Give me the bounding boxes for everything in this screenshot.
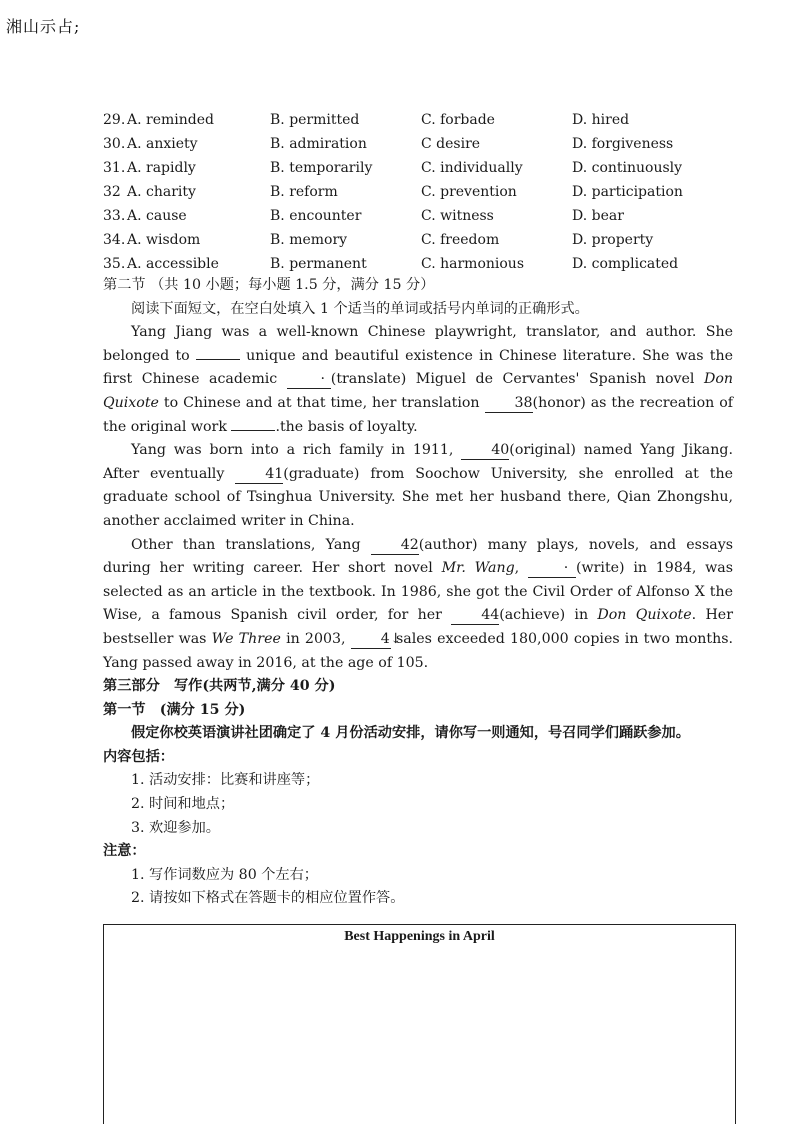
passage-text: (honor) as the recreation of the original work <box>103 394 733 435</box>
option-d: D. continuously <box>572 160 683 176</box>
question-number: 33. <box>103 208 126 224</box>
passage-text: (author) many plays, novels, and essays during her writing career. Her short novel <box>103 536 733 577</box>
passage-text: . Her bestseller was <box>103 607 733 647</box>
option-a: A. reminded <box>127 112 214 128</box>
option-b: B. temporarily <box>270 160 373 176</box>
option-c: C. witness <box>421 208 494 224</box>
mc-row-34 <box>103 229 703 253</box>
passage-text: .the basis of loyalty. <box>275 418 418 435</box>
book-title: Mr. Wang <box>441 560 515 577</box>
note-label: 注意： <box>103 843 146 860</box>
option-d: D. complicated <box>572 256 679 272</box>
mc-row-31 <box>103 157 703 181</box>
blank-43: · <box>528 559 576 578</box>
question-number: 35. <box>103 256 126 272</box>
passage-text: sales exceeded 180,000 copies in two months. Yang passed away in 2016, at the age of 105. <box>103 630 734 671</box>
option-d: D. forgiveness <box>572 136 674 152</box>
option-b: B. permitted <box>270 112 360 128</box>
mc-row-29 <box>103 109 703 133</box>
passage-paragraph-2 <box>103 439 733 533</box>
option-c: C. individually <box>421 160 523 176</box>
option-c: C. forbade <box>421 112 495 128</box>
option-c: C. freedom <box>421 232 500 248</box>
passage-text: Yang was born into a rich family in 1911, <box>131 442 454 459</box>
question-number: 29. <box>103 112 126 128</box>
option-b: B. memory <box>270 232 348 248</box>
option-c: C desire <box>421 136 481 152</box>
passage-text: unique and beautiful existence in Chinese literature. She was the first Chinese academic <box>103 347 733 388</box>
question-number: 30. <box>103 136 126 152</box>
passage-text: (translate) Miguel de Cervantes' Spanish novel <box>330 371 695 388</box>
option-a: A. wisdom <box>127 232 201 248</box>
content-label: 内容包括： <box>103 748 174 765</box>
question-number: 31. <box>103 160 126 176</box>
passage-text: (achieve) in <box>499 607 589 624</box>
mc-row-30 <box>103 133 703 157</box>
content-item: 2. 时间和地点； <box>131 796 235 813</box>
option-c: C. harmonious <box>421 256 524 272</box>
option-d: D. participation <box>572 184 683 200</box>
section-2-instruction: 阅读下面短文，在空白处填入 1 个适当的单词或括号内单词的正确形式。 <box>131 300 589 317</box>
section-2-heading: 第二节 （共 10 小题；每小题 1.5 分，满分 15 分） <box>103 277 435 293</box>
passage-paragraph-1 <box>103 321 733 439</box>
section-3-subheading: 第一节 (满分 15 分) <box>103 701 246 718</box>
option-c: C. prevention <box>421 184 517 200</box>
option-b: B. reform <box>270 184 338 200</box>
option-b: B. admiration <box>270 136 367 152</box>
answer-box-title: Best Happenings in April <box>344 929 495 944</box>
book-title: Don Quixote <box>597 607 692 624</box>
content-item: 1. 活动安排：比赛和讲座等； <box>131 772 320 789</box>
mc-row-33 <box>103 205 703 229</box>
blank-39 <box>231 430 275 431</box>
question-number: 34. <box>103 232 126 248</box>
passage-paragraph-3 <box>103 534 733 676</box>
option-d: D. bear <box>572 208 624 224</box>
note-item: 2. 请按如下格式在答题卡的相应位置作答。 <box>131 890 405 907</box>
option-a: A. cause <box>127 208 187 224</box>
option-b: B. encounter <box>270 208 362 224</box>
main-text <box>103 274 733 911</box>
passage-text: (original) named Yang Jikang. After eventually <box>103 442 733 482</box>
passage-text: , <box>514 560 520 577</box>
book-title: Don Quixote <box>103 371 734 411</box>
blank-42: 42 <box>371 536 419 555</box>
passage-text: Other than translations, Yang <box>131 536 361 553</box>
answer-box <box>103 924 736 1124</box>
multiple-choice-options <box>103 109 703 277</box>
passage-text: (write) in 1984, was selected as an article in the textbook. In 1986, she got the Civil Order of Alfonso X the Wise, a famous Spanish civil order, for her <box>103 560 734 624</box>
writing-prompt: 假定你校英语演讲社团确定了 4 月份活动安排，请你写一则通知，号召同学们踊跃参加。 <box>131 725 690 742</box>
option-d: D. property <box>572 232 654 248</box>
section-3-heading: 第三部分 写作(共两节,满分 40 分) <box>103 678 336 695</box>
blank-44: 44 <box>451 606 499 625</box>
blank-40: 40 <box>461 441 509 460</box>
option-a: A. rapidly <box>127 160 196 176</box>
blank-45: 4↓ <box>351 630 391 649</box>
content-item: 3. 欢迎参加。 <box>131 819 220 836</box>
option-d: D. hired <box>572 112 630 128</box>
option-b: B. permanent <box>270 256 367 272</box>
blank-36 <box>196 359 240 360</box>
mc-row-32 <box>103 181 703 205</box>
option-a: A. anxiety <box>127 136 198 152</box>
blank-37: · <box>287 370 331 389</box>
option-a: A. charity <box>127 184 196 200</box>
page-corner-text: 湘山示占; <box>6 17 81 36</box>
passage-text: (graduate) from Soochow University, she enrolled at the graduate school of Tsinghua University. She met her husband there, Qian Zhongshu, another acclaimed writer in China. <box>103 465 733 529</box>
blank-38: 38 <box>485 394 533 413</box>
blank-41: 41 <box>235 465 283 484</box>
option-a: A. accessible <box>127 256 219 272</box>
passage-text: to Chinese and at that time, her translation <box>163 394 480 411</box>
passage-text: in 2003, <box>286 630 346 647</box>
question-number: 32 <box>103 184 121 200</box>
book-title: We Three <box>211 630 281 647</box>
passage-text: Yang Jiang was a well-known Chinese playwright, translator, and author. She belonged to <box>103 324 733 364</box>
note-item: 1. 写作词数应为 80 个左右； <box>131 866 318 883</box>
